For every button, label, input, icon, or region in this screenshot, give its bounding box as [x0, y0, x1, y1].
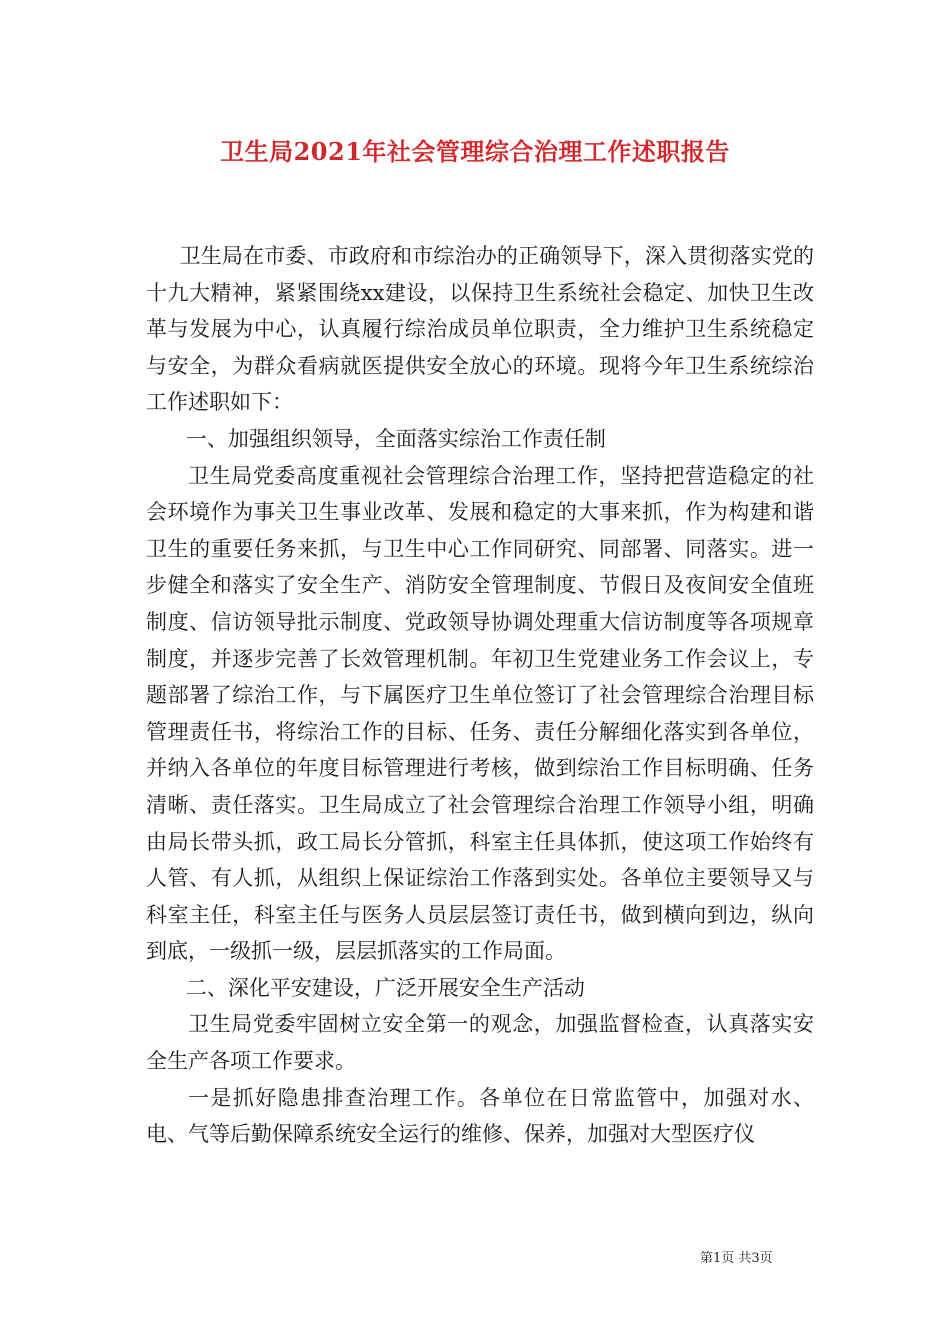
page-number-footer: 第1页 共3页 — [700, 1251, 773, 1266]
section-heading-1: 一、加强组织领导，全面落实综治工作责任制 — [185, 426, 606, 451]
section-2-paragraph: 卫生局党委牢固树立安全第一的观念，加强监督检查，认真落实安全生产各项工作要求。 — [146, 1012, 814, 1074]
section-1-paragraph: 卫生局党委高度重视社会管理综合治理工作，坚持把营造稳定的社会环境作为事关卫生事业改革、发展和稳定的大事来抓，作为构建和谐卫生的重要任务来抓，与卫生中心工作同研究、同部署、同落实。进一步健全和落实了安全生产、消防安全管理制度、节假日及夜间安全值班制度、信访领导批示制度、党政领导协调处理重大信访制度等各项规章制度，并逐步完善了长效管理机制。年初卫生党建业务工作会议上，专题部署了综治工作，与下属医疗卫生单位签订了社会管理综合治理目标管理责任书，将综治工作的目标、任务、责任分解细化落实到各单位，并纳入各单位的年度目标管理进行考核，做到综治工作目标明确、任务清晰、责任落实。卫生局成立了社会管理综合治理工作领导小组，明确由局长带头抓，政工局长分管抓，科室主任具体抓，使这项工作始终有人管、有人抓，从组织上保证综治工作落到实处。各单位主要领导又与科室主任，科室主任与医务人员层层签订责任书，做到横向到边，纵向到底，一级抓一级，层层抓落实的工作局面。 — [146, 463, 814, 964]
intro-paragraph: 卫生局在市委、市政府和市综治办的正确领导下，深入贯彻落实党的十九大精神，紧紧围绕xx建设，以保持卫生系统社会稳定、加快卫生改革与发展为中心，认真履行综治成员单位职责，全力维护卫生系统稳定与安全，为群众看病就医提供安全放心的环境。现将今年卫生系统综治工作述职如下： — [146, 244, 814, 415]
section-2-item-1-paragraph: 一是抓好隐患排查治理工作。各单位在日常监管中，加强对水、电、气等后勤保障系统安全运行的维修、保养，加强对大型医疗仪 — [146, 1085, 814, 1147]
page-title: 卫生局2021年社会管理综合治理工作述职报告 — [220, 137, 730, 166]
document-body — [146, 238, 814, 1153]
section-heading-2: 二、深化平安建设，广泛开展安全生产活动 — [185, 975, 585, 1000]
